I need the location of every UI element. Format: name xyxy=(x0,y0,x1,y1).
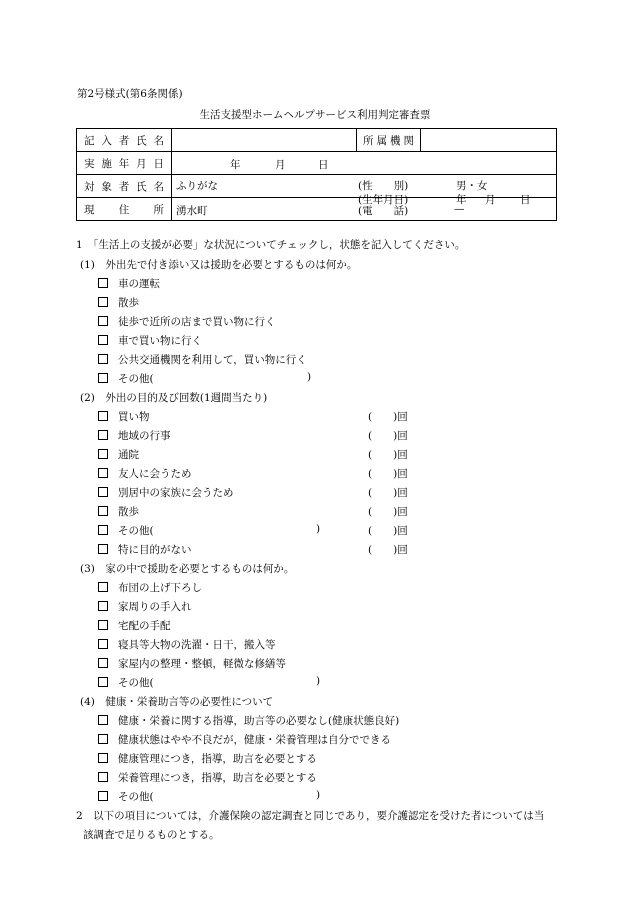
q4-item[interactable] xyxy=(98,770,317,785)
checkbox[interactable] xyxy=(98,715,108,725)
q2-heading: (2) 外出の目的及び回数(1週間当たり) xyxy=(80,392,268,404)
item-label: 公共交通機関を利用して，買い物に行く xyxy=(118,354,307,366)
q4-item-other[interactable] xyxy=(98,789,154,804)
checkbox[interactable] xyxy=(98,791,108,801)
count-field[interactable]: ( )回 xyxy=(368,449,408,461)
header-form-table xyxy=(76,128,557,221)
label-char: 記 xyxy=(84,134,95,147)
item-label: その他( xyxy=(118,373,154,385)
birth-year-label: 年 xyxy=(456,194,467,206)
other-close-paren: ) xyxy=(316,675,321,687)
checkbox[interactable] xyxy=(98,677,108,687)
item-label: 別居中の家族に会うため xyxy=(118,487,234,499)
item-label: 通院 xyxy=(118,449,139,461)
q1-heading: (1) 外出先で付き添い又は援助を必要とするものは何か。 xyxy=(80,259,358,271)
label-char: 対 xyxy=(84,180,95,193)
checkbox[interactable] xyxy=(98,297,108,307)
label-char: 現 xyxy=(84,203,95,216)
checkbox[interactable] xyxy=(98,658,108,668)
date-month-label: 月 xyxy=(275,159,286,171)
q4-item[interactable] xyxy=(98,713,399,728)
label-char: 住 xyxy=(118,203,130,216)
q1-item[interactable] xyxy=(98,295,139,310)
label-char: 実 xyxy=(84,157,95,170)
label-char: 属 xyxy=(376,134,387,147)
q4-heading: (4) 健康・栄養助言等の必要性について xyxy=(80,696,274,708)
checkbox[interactable] xyxy=(98,506,108,516)
recorder-name-field[interactable] xyxy=(172,129,357,152)
q2-item[interactable] xyxy=(98,542,192,557)
agency-label xyxy=(357,129,421,152)
label-char: 象 xyxy=(101,180,112,193)
item-label: 車の運転 xyxy=(118,278,160,290)
checkbox[interactable] xyxy=(98,316,108,326)
other-close-paren: ) xyxy=(316,523,321,535)
label-char: 機 xyxy=(390,134,401,147)
item-label: その他( xyxy=(118,677,154,689)
count-field[interactable]: ( )回 xyxy=(368,430,408,442)
count-field[interactable]: ( )回 xyxy=(368,525,408,537)
checkbox[interactable] xyxy=(98,525,108,535)
label-char: 施 xyxy=(101,157,112,170)
address-label-chars xyxy=(77,202,171,217)
checkbox[interactable] xyxy=(98,373,108,383)
q3-item[interactable] xyxy=(98,656,286,671)
checkbox[interactable] xyxy=(98,601,108,611)
item-label: 徒歩で近所の店まで買い物に行く xyxy=(118,316,276,328)
birth-day-label: 日 xyxy=(520,194,531,206)
form-number: 第2号様式(第6条関係) xyxy=(77,88,183,100)
birth-month-label: 月 xyxy=(485,194,496,206)
q2-item[interactable] xyxy=(98,485,234,500)
item-label: 買い物 xyxy=(118,411,150,423)
q3-heading: (3) 家の中で援助を必要とするものは何か。 xyxy=(80,563,295,575)
label-char: 名 xyxy=(153,134,164,147)
item-label: 健康・栄養に関する指導，助言等の必要なし(健康状態良好) xyxy=(118,715,400,727)
q3-item[interactable] xyxy=(98,618,171,633)
date-label-chars xyxy=(77,156,171,171)
sex-options[interactable]: 男・女 xyxy=(456,180,488,192)
other-close-paren: ) xyxy=(316,789,321,801)
item-label: 家屋内の整理・整頓，軽微な修繕等 xyxy=(118,658,286,670)
label-char: 月 xyxy=(136,157,147,170)
phone-label: (電 話) xyxy=(358,205,409,217)
count-field[interactable]: ( )回 xyxy=(368,487,408,499)
label-char: 氏 xyxy=(136,180,147,193)
checkbox[interactable] xyxy=(98,772,108,782)
item-label: 宅配の手配 xyxy=(118,620,171,632)
address-value: 湧水町 xyxy=(176,205,208,217)
q2-item[interactable] xyxy=(98,447,139,462)
count-field[interactable]: ( )回 xyxy=(368,411,408,423)
address-field[interactable] xyxy=(172,198,557,221)
item-label: 友人に会うため xyxy=(118,468,192,480)
birthdate-label: (生年月日) xyxy=(358,194,409,206)
q2-item[interactable] xyxy=(98,504,139,519)
furigana-label: ふりがな xyxy=(176,180,218,192)
item-label: 栄養管理につき，指導，助言を必要とする xyxy=(118,772,317,784)
section2-line2: 該調査で足りるものとする。 xyxy=(83,829,220,841)
subject-info-field[interactable] xyxy=(172,175,557,206)
label-char: 年 xyxy=(118,157,130,170)
q3-item[interactable] xyxy=(98,580,202,595)
item-label: 散歩 xyxy=(118,506,139,518)
q2-item[interactable] xyxy=(98,466,192,481)
label-char: 氏 xyxy=(136,134,147,147)
q1-item[interactable] xyxy=(98,352,307,367)
item-label: 健康管理につき，指導，助言を必要とする xyxy=(118,753,317,765)
checkbox[interactable] xyxy=(98,639,108,649)
count-field[interactable]: ( )回 xyxy=(368,506,408,518)
other-close-paren: ) xyxy=(307,371,312,383)
q3-item[interactable] xyxy=(98,599,192,614)
q2-item-other[interactable] xyxy=(98,523,154,538)
checkbox[interactable] xyxy=(98,335,108,345)
section1-heading: 1 「生活上の支援が必要」な状況についてチェックし，状態を記入してください。 xyxy=(76,239,466,251)
q3-item-other[interactable] xyxy=(98,675,154,690)
q3-item[interactable] xyxy=(98,637,276,652)
date-year-label: 年 xyxy=(230,159,241,171)
recorder-label-chars xyxy=(77,133,171,148)
date-label xyxy=(77,152,172,175)
checkbox[interactable] xyxy=(98,487,108,497)
q1-item-other[interactable] xyxy=(98,371,154,386)
item-label: 地域の行事 xyxy=(118,430,171,442)
agency-field[interactable] xyxy=(421,129,557,152)
label-char: 入 xyxy=(101,134,112,147)
count-field[interactable]: ( )回 xyxy=(368,544,408,556)
label-char: 所 xyxy=(363,134,374,147)
checkbox[interactable] xyxy=(98,544,108,554)
label-char: 者 xyxy=(118,134,130,147)
label-char: 名 xyxy=(153,180,164,193)
label-char: 者 xyxy=(118,180,130,193)
checkbox[interactable] xyxy=(98,468,108,478)
q1-item[interactable] xyxy=(98,314,276,329)
checkbox[interactable] xyxy=(98,354,108,364)
sex-label: (性 別) xyxy=(358,180,409,192)
q2-item[interactable] xyxy=(98,428,171,443)
checkbox[interactable] xyxy=(98,449,108,459)
date-day-label: 日 xyxy=(318,159,329,171)
item-label: 健康状態はやや不良だが，健康・栄養管理は自分でできる xyxy=(118,734,391,746)
item-label: その他( xyxy=(118,791,154,803)
address-label xyxy=(77,198,172,221)
q4-item[interactable] xyxy=(98,751,317,766)
subject-label-chars xyxy=(77,179,171,194)
phone-value: — xyxy=(454,203,465,215)
item-label: その他( xyxy=(118,525,154,537)
label-char: 関 xyxy=(403,134,414,147)
document-title: 生活支援型ホームヘルプサービス利用判定審査票 xyxy=(199,109,431,121)
item-label: 寝具等大物の洗濯・日干，搬入等 xyxy=(118,639,276,651)
checkbox[interactable] xyxy=(98,753,108,763)
subject-name-label xyxy=(77,175,172,198)
q1-item[interactable] xyxy=(98,333,202,348)
item-label: 布団の上げ下ろし xyxy=(118,582,202,594)
checkbox[interactable] xyxy=(98,620,108,630)
count-field[interactable]: ( )回 xyxy=(368,468,408,480)
section2-line1: 2 以下の項目については，介護保険の認定調査と同じであり，要介護認定を受けた者については当 xyxy=(76,810,545,822)
checkbox[interactable] xyxy=(98,278,108,288)
checkbox[interactable] xyxy=(98,411,108,421)
item-label: 車で買い物に行く xyxy=(118,335,202,347)
date-field[interactable] xyxy=(172,152,557,175)
q2-item[interactable] xyxy=(98,409,150,424)
checkbox[interactable] xyxy=(98,430,108,440)
item-label: 家周りの手入れ xyxy=(118,601,192,613)
agency-label-chars xyxy=(357,133,420,148)
recorder-name-label xyxy=(77,129,172,152)
checkbox[interactable] xyxy=(98,582,108,592)
q1-item[interactable] xyxy=(98,276,160,291)
checkbox[interactable] xyxy=(98,734,108,744)
label-char: 日 xyxy=(153,157,164,170)
label-char: 所 xyxy=(153,203,164,216)
item-label: 散歩 xyxy=(118,297,139,309)
q4-item[interactable] xyxy=(98,732,391,747)
item-label: 特に目的がない xyxy=(118,544,192,556)
